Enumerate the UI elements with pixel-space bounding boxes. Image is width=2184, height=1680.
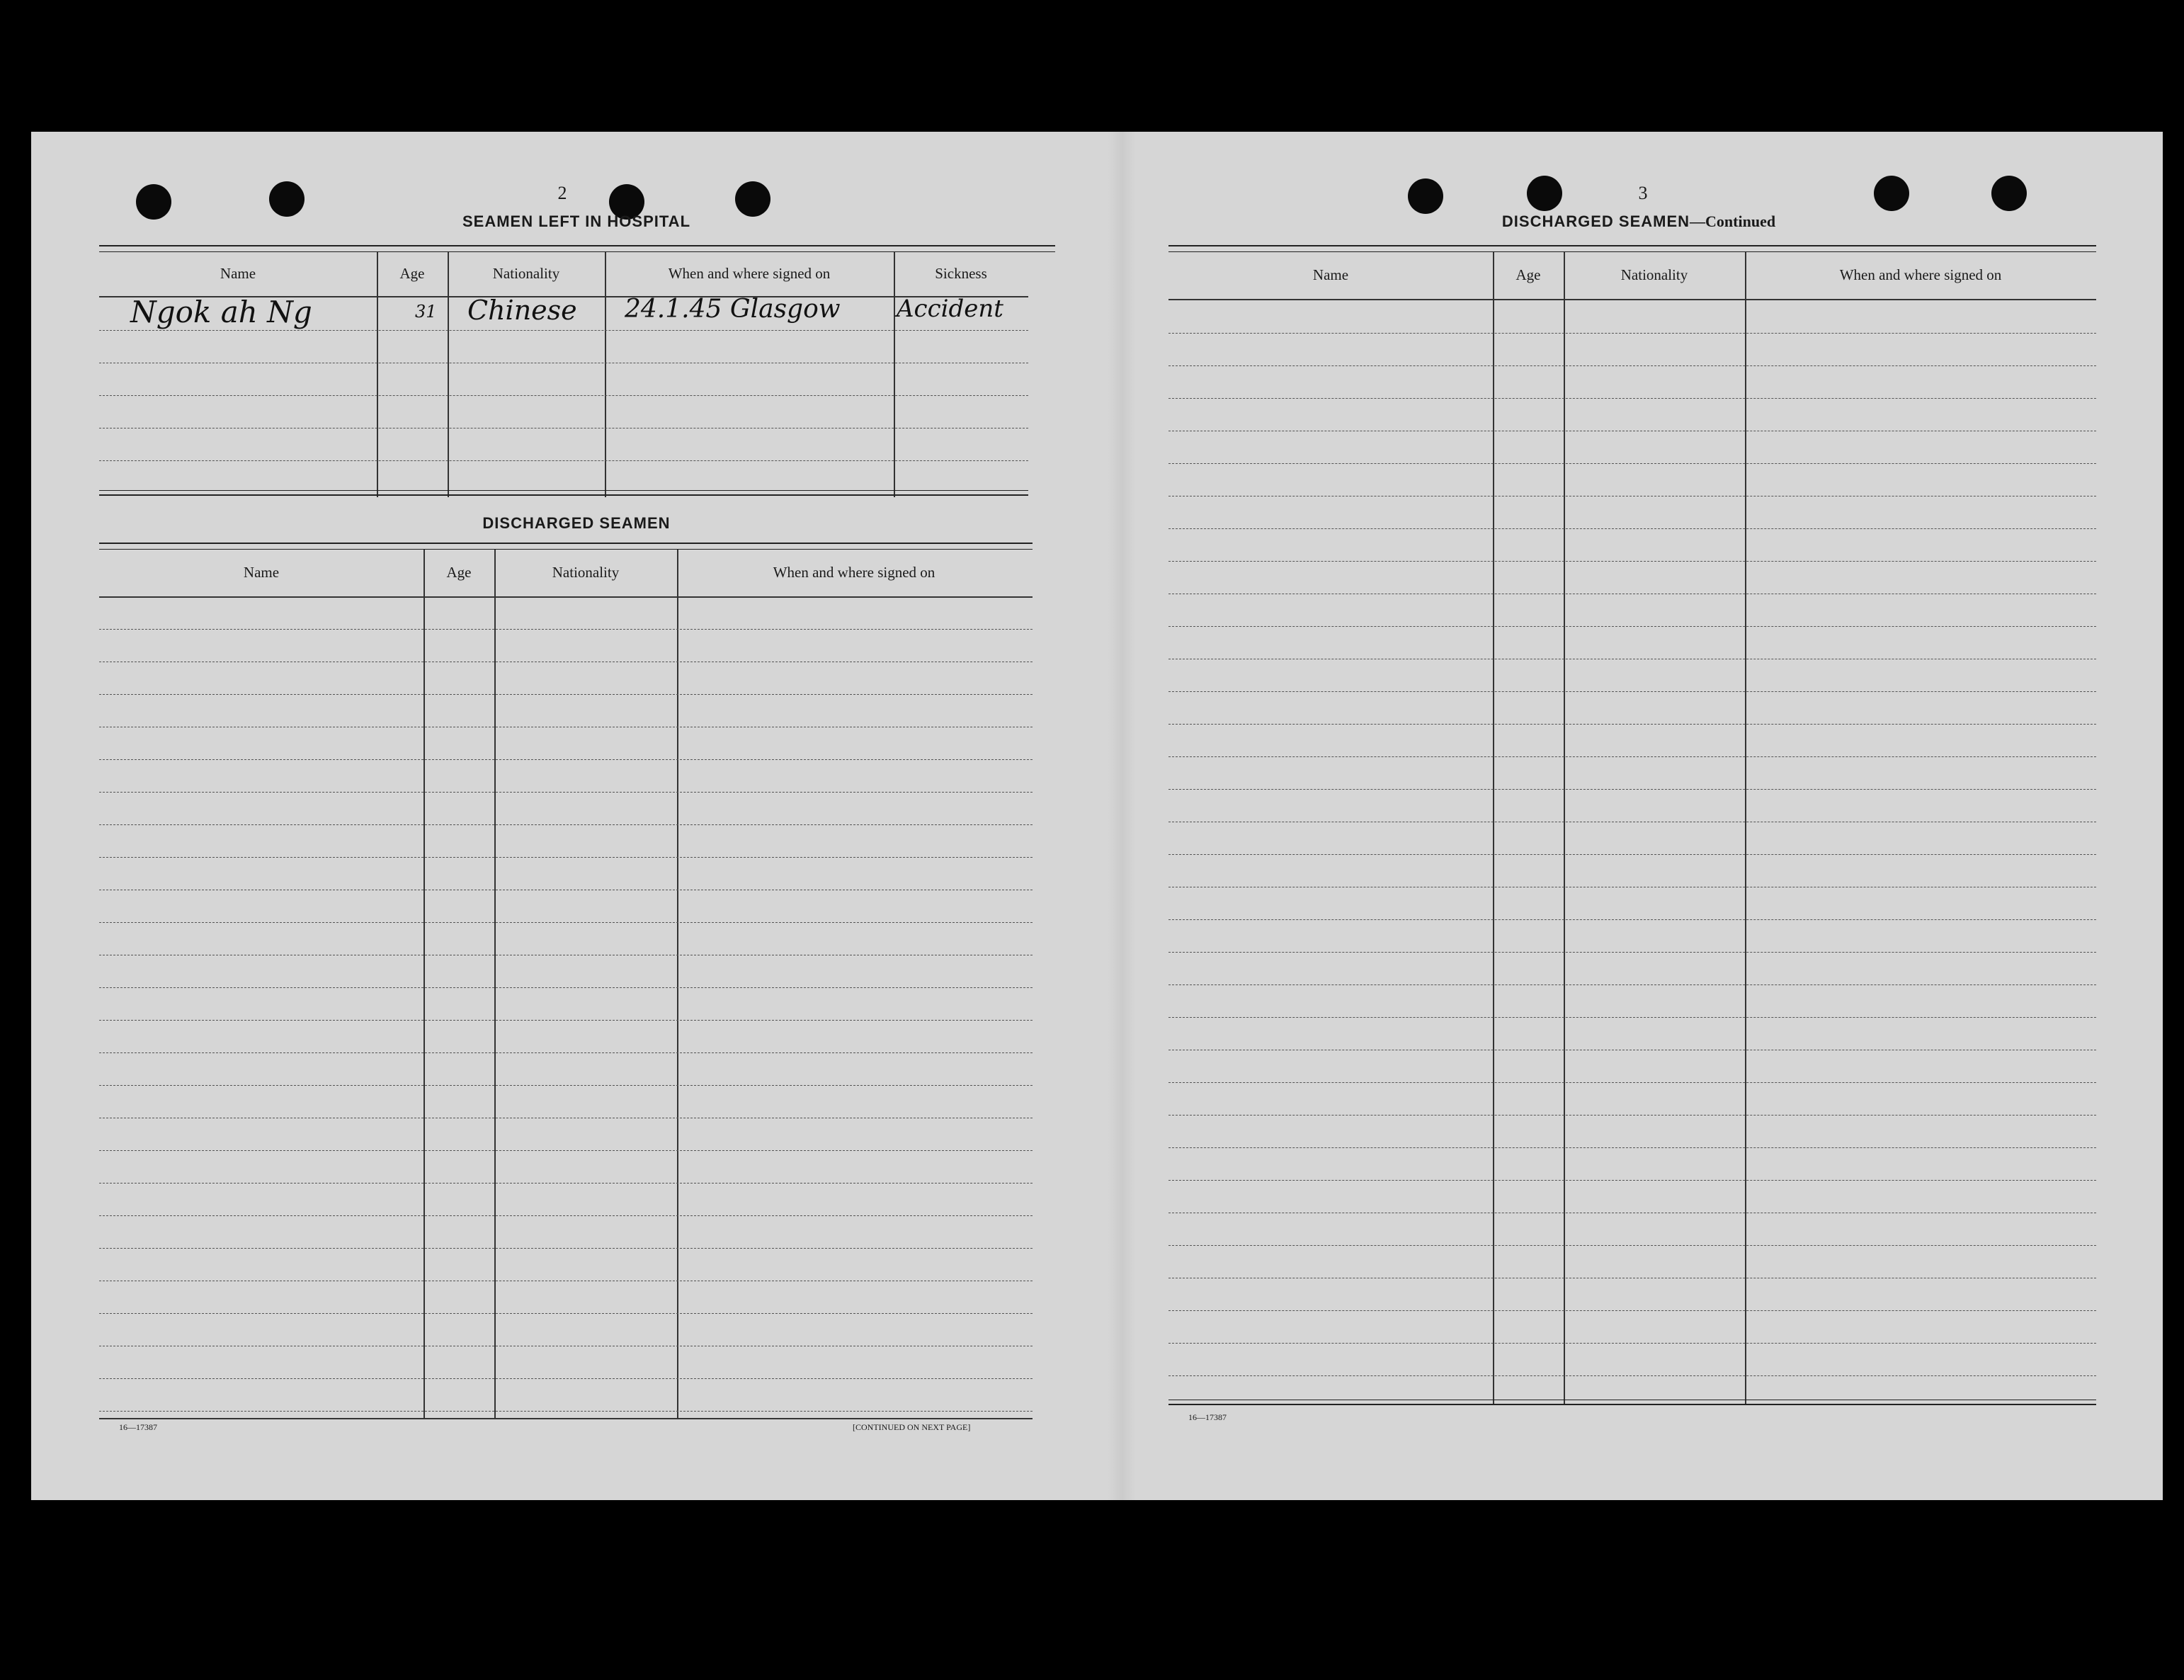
table-row-line <box>99 395 1028 396</box>
discharged-heading: DISCHARGED SEAMEN <box>482 514 671 532</box>
table-row-line <box>1168 1082 2096 1083</box>
column-divider <box>1745 252 1746 1404</box>
page-number-right: 3 <box>1638 183 1648 203</box>
hospital-heading: SEAMEN LEFT IN HOSPITAL <box>462 212 691 230</box>
punch-hole <box>1408 178 1443 214</box>
column-header-age: Age <box>1515 266 1541 283</box>
table-row-line <box>99 694 1033 695</box>
table-row-line <box>1168 952 2096 953</box>
column-header-name: Name <box>220 265 256 282</box>
header-underline <box>1168 299 2096 300</box>
table-row-line <box>99 759 1033 760</box>
column-header-signed-on: When and where signed on <box>1839 266 2002 283</box>
discharged-continued-heading <box>1419 212 1858 231</box>
column-divider <box>1493 252 1494 1404</box>
header-underline <box>99 596 1033 598</box>
table-row-line <box>99 629 1033 630</box>
table-row-line <box>1168 626 2096 627</box>
table-row-line <box>1168 1375 2096 1376</box>
table-row-line <box>99 460 1028 461</box>
column-header-name: Name <box>1312 266 1349 283</box>
table-row-line <box>1168 1017 2096 1018</box>
punch-hole <box>269 181 305 217</box>
entry-name: Ngok ah Ng <box>130 295 312 329</box>
column-divider <box>1564 252 1565 1404</box>
heading-text: DISCHARGED SEAMEN <box>1501 212 1690 230</box>
table-row-line <box>1168 724 2096 725</box>
table-row-line <box>1168 1343 2096 1344</box>
form-number-right: 16—17387 <box>1188 1412 1227 1422</box>
form-number-left: 16—17387 <box>119 1422 157 1432</box>
punch-hole <box>1874 176 1909 211</box>
discharged-table <box>99 543 1062 1421</box>
form-sheet <box>31 132 2163 1500</box>
column-header-signed-on: When and where signed on <box>773 564 935 581</box>
column-header-name: Name <box>243 564 280 581</box>
table-row-line <box>1168 1180 2096 1181</box>
table-row-line <box>1168 854 2096 855</box>
table-row-line <box>99 1215 1033 1216</box>
column-header-nationality: Nationality <box>492 265 560 282</box>
column-header-age: Age <box>446 564 472 581</box>
column-header-nationality: Nationality <box>552 564 620 581</box>
table-top-rule <box>99 245 1055 252</box>
table-row-line <box>1168 789 2096 790</box>
table-row-line <box>99 857 1033 858</box>
column-header-age: Age <box>399 265 425 282</box>
table-row-line <box>1168 919 2096 920</box>
table-row-line <box>1168 561 2096 562</box>
table-row-line <box>1168 1310 2096 1311</box>
table-row-line <box>99 1411 1033 1412</box>
continued-note: [CONTINUED ON NEXT PAGE] <box>853 1422 971 1432</box>
table-row-line <box>99 330 1028 331</box>
table-row-line <box>1168 1245 2096 1246</box>
table-top-rule <box>99 543 1033 550</box>
table-row-line <box>1168 1147 2096 1148</box>
table-row-line <box>1168 1115 2096 1116</box>
table-row-line <box>99 1248 1033 1249</box>
table-row-line <box>1168 333 2096 334</box>
column-divider <box>423 550 425 1419</box>
table-top-rule <box>1168 245 2096 252</box>
punch-hole <box>1991 176 2027 211</box>
punch-hole <box>136 184 171 220</box>
column-divider <box>677 550 678 1419</box>
entry-sickness: Accident <box>897 295 1003 323</box>
table-row-line <box>99 922 1033 923</box>
column-divider <box>494 550 496 1419</box>
table-row-line <box>99 1183 1033 1184</box>
table-row-line <box>99 1020 1033 1021</box>
table-row-line <box>1168 528 2096 529</box>
table-row-line <box>1168 756 2096 757</box>
table-row-line <box>1168 365 2096 366</box>
column-header-sickness: Sickness <box>935 265 987 282</box>
page-fold <box>1108 132 1136 1500</box>
discharged-continued-table <box>1168 245 2132 1421</box>
table-row-line <box>1168 984 2096 985</box>
table-row-line <box>99 1313 1033 1314</box>
punch-hole <box>1527 176 1562 211</box>
table-row-line <box>99 1378 1033 1379</box>
table-row-line <box>1168 398 2096 399</box>
entry-age: 31 <box>415 302 437 322</box>
column-header-nationality: Nationality <box>1620 266 1688 283</box>
table-row-line <box>99 1150 1033 1151</box>
table-bottom-rule <box>99 490 1028 496</box>
table-row-line <box>99 1085 1033 1086</box>
table-row-line <box>1168 463 2096 464</box>
page-number-left: 2 <box>557 183 567 203</box>
table-bottom-rule <box>1168 1400 2096 1405</box>
table-row-line <box>99 824 1033 825</box>
column-header-signed-on: When and where signed on <box>668 265 831 282</box>
heading-suffix: —Continued <box>1690 212 1776 230</box>
table-row-line <box>99 987 1033 988</box>
table-row-line <box>99 792 1033 793</box>
entry-signed-on: 24.1.45 Glasgow <box>625 295 841 324</box>
entry-nationality: Chinese <box>467 295 577 326</box>
table-row-line <box>99 1052 1033 1053</box>
table-row-line <box>1168 691 2096 692</box>
table-bottom-line <box>99 1418 1033 1419</box>
punch-hole <box>735 181 770 217</box>
